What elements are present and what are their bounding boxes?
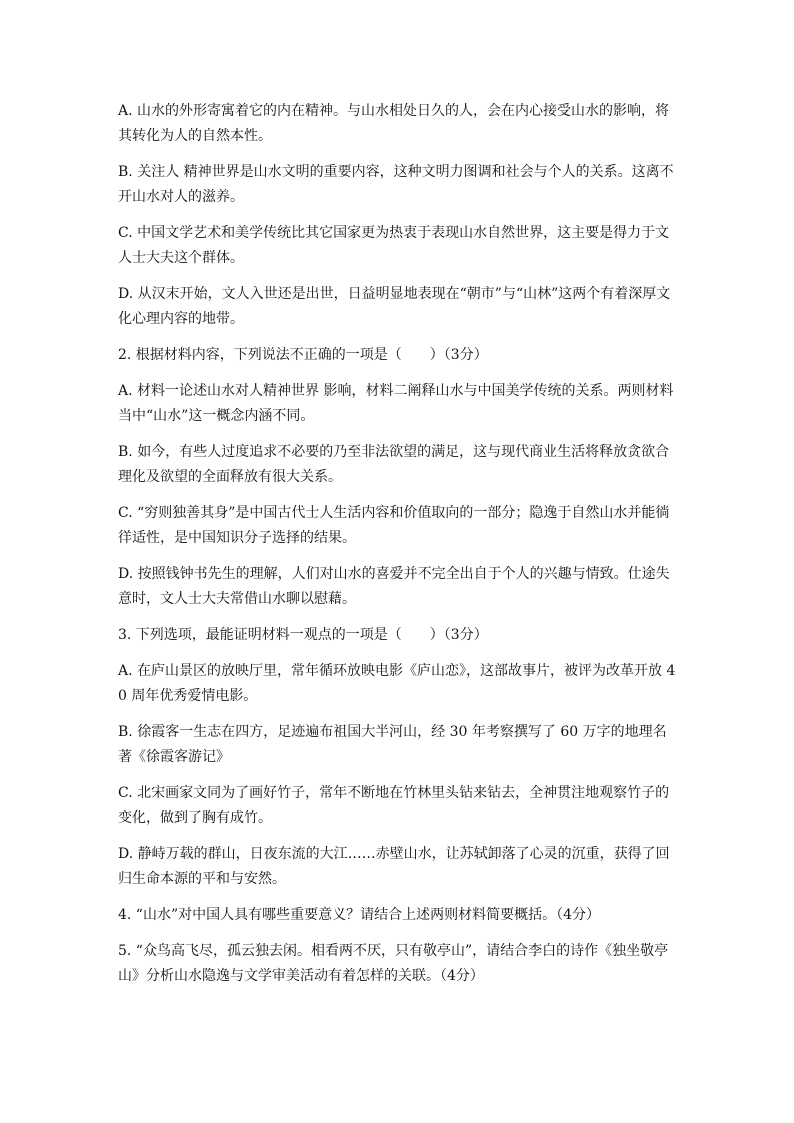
option-d-paragraph: D. 从汉末开始，文人入世还是出世，日益明显地表现在“朝市”与“山林”这两个有着深厚文化心理内容的地带。 <box>118 286 671 327</box>
question-3-option-a: A. 在庐山景区的放映厅里，常年循环放映电影《庐山恋》，这部故事片，被评为改革开放 40 周年优秀爱情电影。 <box>118 663 676 704</box>
option-c-paragraph: C. 中国文学艺术和美学传统比其它国家更为热衷于表现山水自然世界，这主要是得力于文人士大夫这个群体。 <box>118 225 670 266</box>
question-2-option-c: C. “穷则独善其身”是中国古代士人生活内容和价值取向的一部分；隐逸于自然山水并能徜徉适性，是中国知识分子选择的结果。 <box>118 505 670 546</box>
question-4: 4. “山水”对中国人具有哪些重要意义？请结合上述两则材料简要概括。（4分） <box>118 907 601 923</box>
question-2-option-a: A. 材料一论述山水对人精神世界 影响，材料二阐释山水与中国美学传统的关系。两则材料当中“山水”这一概念内涵不同。 <box>118 383 674 424</box>
option-b-paragraph: B. 关注人 精神世界是山水文明的重要内容，这种文明力图调和社会与个人的关系。这离不开山水对人的滋养。 <box>118 164 674 205</box>
question-3-option-d: D. 静峙万载的群山，日夜东流的大江……赤壁山水，让苏轼卸落了心灵的沉重，获得了回归生命本源的平和与安然。 <box>118 846 670 887</box>
option-a-paragraph: A. 山水的外形寄寓着它的内在精神。与山水相处日久的人，会在内心接受山水的影响，将其转化为人的自然本性。 <box>118 103 670 144</box>
question-2: 2. 根据材料内容，下列说法不正确的一项是（ ）（3分） <box>118 347 488 363</box>
question-3-option-b: B. 徐霞客一生志在四方，足迹遍布祖国大半河山，经 30 年考察撰写了 60 万字的地理名著《徐霞客游记》 <box>118 724 667 765</box>
question-3: 3. 下列选项，最能证明材料一观点的一项是（ ）（3分） <box>118 627 488 643</box>
question-2-option-d: D. 按照钱钟书先生的理解，人们对山水的喜爱并不完全出自于个人的兴趣与情致。仕途失意时，文人士大夫常借山水聊以慰藉。 <box>118 566 670 607</box>
question-5: 5. “众鸟高飞尽，孤云独去闲。相看两不厌，只有敬亭山”，请结合李白的诗作《独坐敬亭山》分析山水隐逸与文学审美活动有着怎样的关联。（4分） <box>118 943 669 984</box>
question-3-option-c: C. 北宋画家文同为了画好竹子，常年不断地在竹林里头钻来钻去，全神贯注地观察竹子的变化，做到了胸有成竹。 <box>118 785 670 826</box>
question-2-option-b: B. 如今，有些人过度追求不必要的乃至非法欲望的满足，这与现代商业生活将释放贪欲合理化及欲望的全面释放有很大关系。 <box>118 444 670 485</box>
